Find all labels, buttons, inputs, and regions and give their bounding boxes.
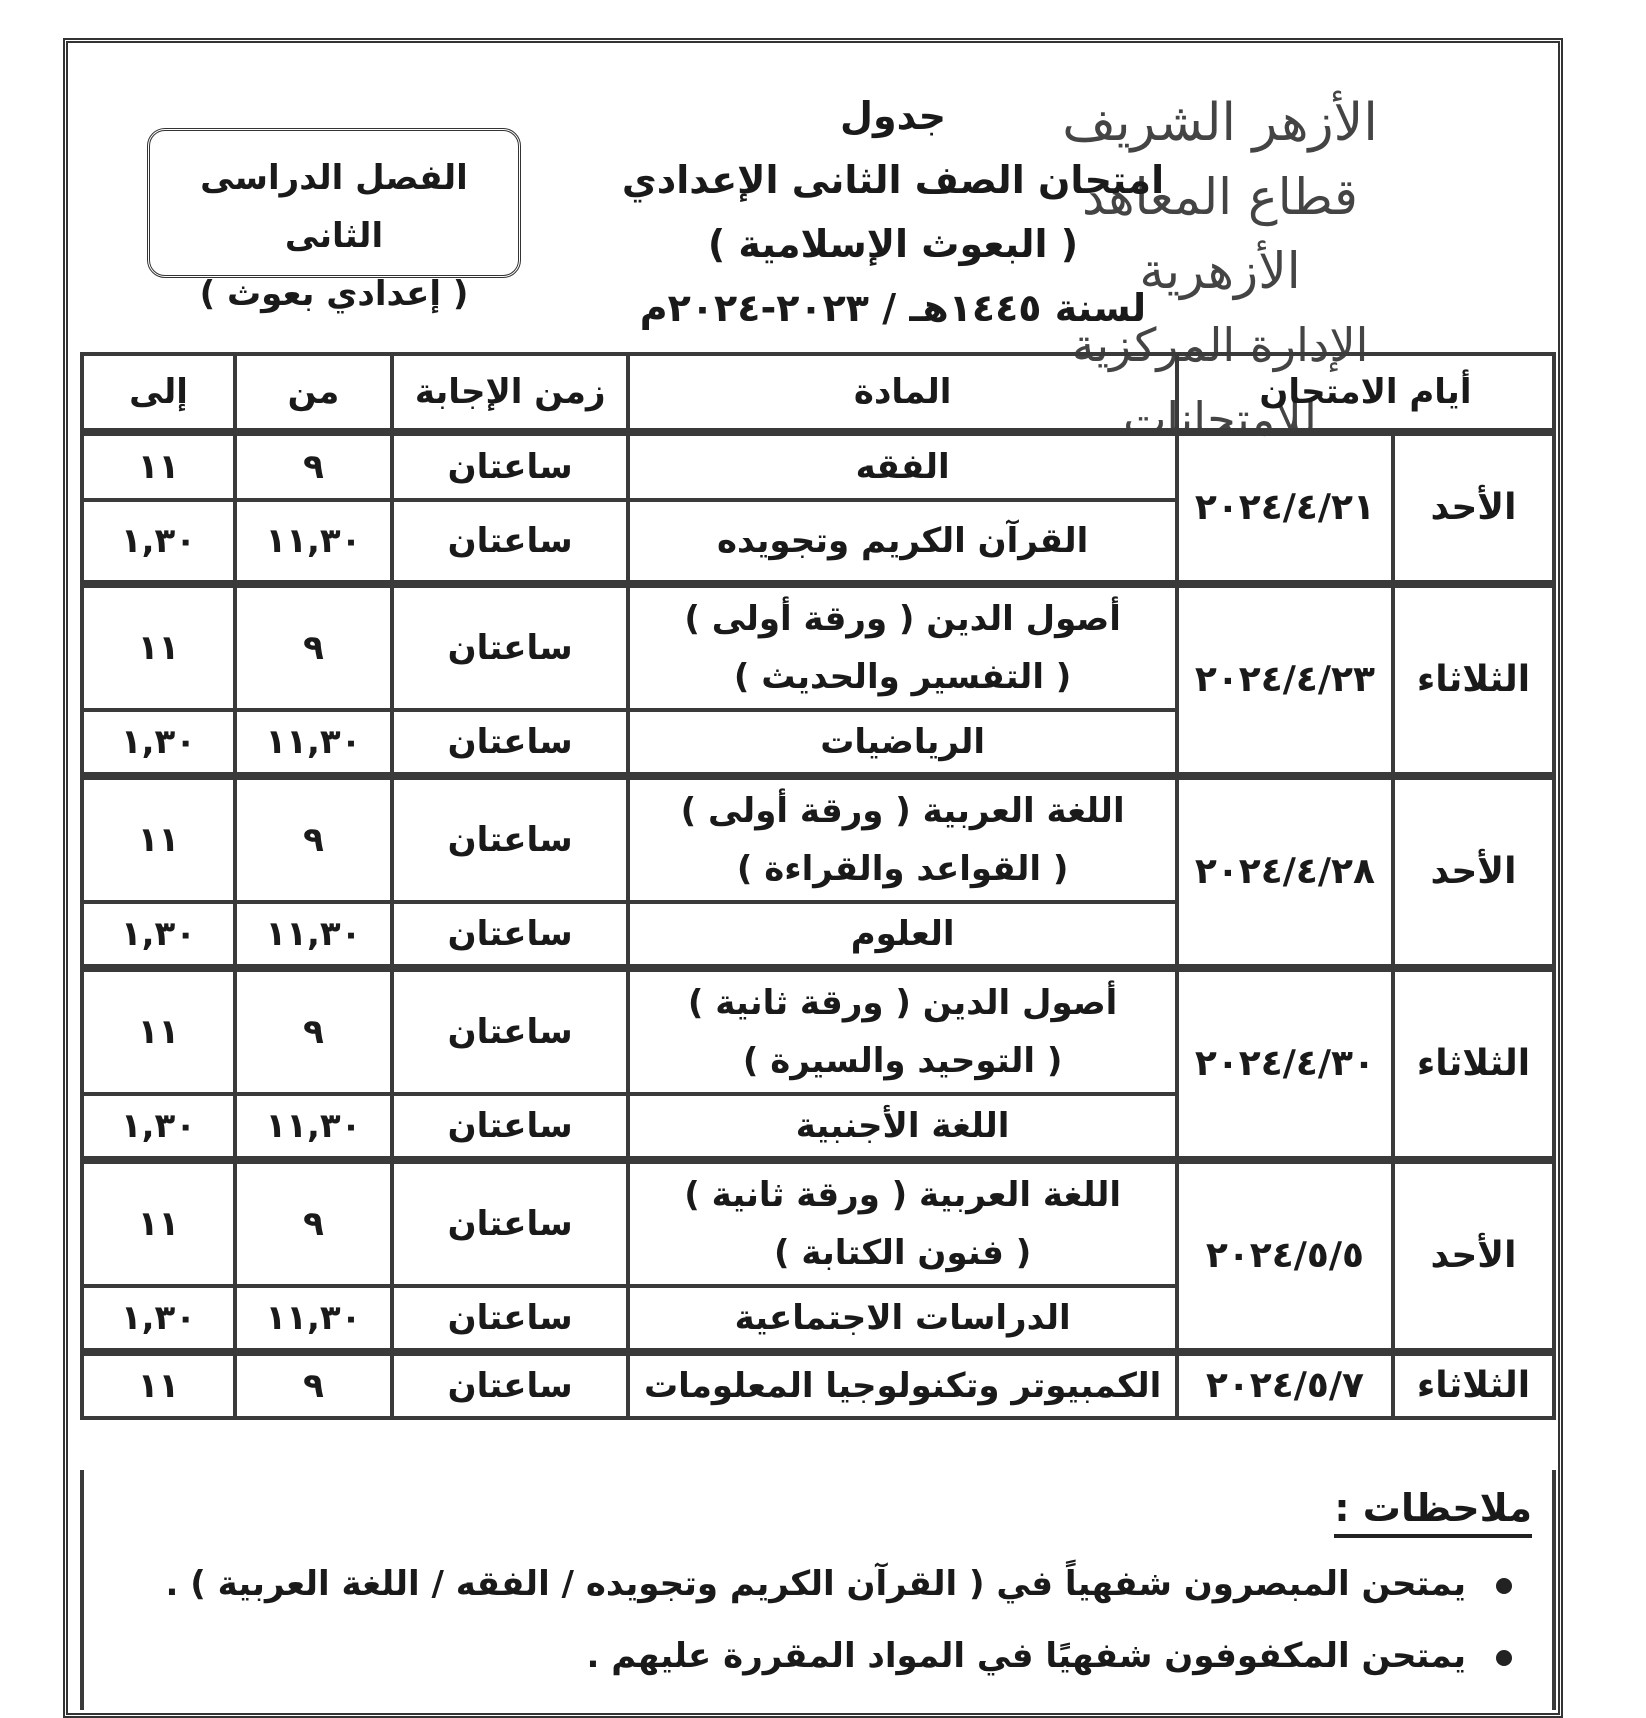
header-exam-days: أيام الامتحان — [1177, 354, 1554, 432]
logo-line: قطاع المعاهد الأزهرية — [1082, 168, 1358, 300]
table-row — [82, 432, 1554, 500]
duration-cell: ساعتان — [392, 710, 628, 776]
subject-cell — [628, 776, 1176, 902]
from-cell: ٩ — [235, 1352, 392, 1418]
bullet-icon — [1496, 1578, 1512, 1594]
duration-cell: ساعتان — [392, 1352, 628, 1418]
subject-line: ( فنون الكتابة ) — [773, 1233, 1032, 1273]
subject-line: اللغة العربية ( ورقة أولى ) — [680, 791, 1125, 831]
table-row — [82, 776, 1554, 902]
duration-cell: ساعتان — [392, 1094, 628, 1160]
subject-cell — [628, 584, 1176, 710]
subject-line: ( القواعد والقراءة ) — [736, 849, 1069, 889]
from-cell: ١١,٣٠ — [235, 500, 392, 584]
subject-cell: العلوم — [628, 902, 1176, 968]
note-text: يمتحن المبصرون شفهياً في ( القرآن الكريم وتجويده / الفقه / اللغة العربية ) . — [165, 1564, 1466, 1604]
to-cell: ١١ — [82, 776, 235, 902]
duration-cell: ساعتان — [392, 1160, 628, 1286]
from-cell: ٩ — [235, 776, 392, 902]
notes-section — [80, 1470, 1556, 1710]
subject-line: أصول الدين ( ورقة أولى ) — [684, 599, 1121, 639]
logo-line: الإدارة المركزية للامتحانات — [1071, 318, 1369, 446]
from-cell: ١١,٣٠ — [235, 1286, 392, 1352]
semester-label: الفصل الدراسى الثانى — [200, 158, 468, 256]
note-item — [166, 1558, 1512, 1610]
to-cell: ١,٣٠ — [82, 1094, 235, 1160]
to-cell: ١١ — [82, 584, 235, 710]
duration-cell: ساعتان — [392, 776, 628, 902]
from-cell: ١١,٣٠ — [235, 710, 392, 776]
track-label: ( إعدادي بعوث ) — [199, 274, 469, 314]
title-line: امتحان الصف الثانى الإعدادي — [621, 158, 1165, 202]
to-cell: ١,٣٠ — [82, 902, 235, 968]
table-row — [82, 1160, 1554, 1286]
table-row — [82, 1352, 1554, 1418]
to-cell: ١١ — [82, 1160, 235, 1286]
duration-cell: ساعتان — [392, 902, 628, 968]
date-cell: ٢٠٢٤/٤/٢١ — [1177, 432, 1393, 584]
table-row — [82, 968, 1554, 1094]
day-cell: الثلاثاء — [1393, 968, 1554, 1160]
title-line: ( البعوث الإسلامية ) — [707, 222, 1079, 266]
to-cell: ١,٣٠ — [82, 1286, 235, 1352]
header-subject: المادة — [628, 354, 1176, 432]
date-cell: ٢٠٢٤/٤/٢٣ — [1177, 584, 1393, 776]
logo-line: الأزهر الشريف — [1062, 93, 1378, 153]
duration-cell: ساعتان — [392, 500, 628, 584]
subject-cell — [628, 1160, 1176, 1286]
duration-cell: ساعتان — [392, 432, 628, 500]
day-cell: الثلاثاء — [1393, 584, 1554, 776]
exam-schedule-table — [80, 352, 1556, 1420]
bullet-icon — [1496, 1650, 1512, 1666]
from-cell: ١١,٣٠ — [235, 902, 392, 968]
subject-cell: اللغة الأجنبية — [628, 1094, 1176, 1160]
document-title — [583, 84, 1203, 344]
header-to: إلى — [82, 354, 235, 432]
duration-cell: ساعتان — [392, 584, 628, 710]
date-cell: ٢٠٢٤/٤/٣٠ — [1177, 968, 1393, 1160]
day-cell: الأحد — [1393, 1160, 1554, 1352]
table-row — [82, 584, 1554, 710]
duration-cell: ساعتان — [392, 968, 628, 1094]
subject-cell — [628, 968, 1176, 1094]
day-cell: الثلاثاء — [1393, 1352, 1554, 1418]
subject-line: اللغة العربية ( ورقة ثانية ) — [684, 1175, 1122, 1215]
note-text: يمتحن المكفوفون شفهيًا في المواد المقررة عليهم . — [586, 1636, 1466, 1676]
from-cell: ٩ — [235, 584, 392, 710]
subject-cell: الرياضيات — [628, 710, 1176, 776]
semester-box — [147, 128, 521, 314]
note-item — [586, 1630, 1512, 1682]
subject-line: أصول الدين ( ورقة ثانية ) — [687, 983, 1118, 1023]
day-cell: الأحد — [1393, 776, 1554, 968]
date-cell: ٢٠٢٤/٥/٥ — [1177, 1160, 1393, 1352]
from-cell: ٩ — [235, 1160, 392, 1286]
to-cell: ١١ — [82, 1352, 235, 1418]
from-cell: ١١,٣٠ — [235, 1094, 392, 1160]
notes-title: ملاحظات : — [1334, 1482, 1532, 1538]
title-line: جدول — [840, 94, 946, 138]
header-duration: زمن الإجابة — [392, 354, 628, 432]
header-from: من — [235, 354, 392, 432]
subject-line: ( التفسير والحديث ) — [733, 657, 1072, 697]
subject-cell: الدراسات الاجتماعية — [628, 1286, 1176, 1352]
subject-line: ( التوحيد والسيرة ) — [742, 1041, 1063, 1081]
to-cell: ١١ — [82, 432, 235, 500]
date-cell: ٢٠٢٤/٤/٢٨ — [1177, 776, 1393, 968]
from-cell: ٩ — [235, 432, 392, 500]
day-cell: الأحد — [1393, 432, 1554, 584]
to-cell: ١,٣٠ — [82, 500, 235, 584]
subject-cell: القرآن الكريم وتجويده — [628, 500, 1176, 584]
schedule-body — [82, 432, 1554, 1418]
subject-cell: الكمبيوتر وتكنولوجيا المعلومات — [628, 1352, 1176, 1418]
to-cell: ١,٣٠ — [82, 710, 235, 776]
date-cell: ٢٠٢٤/٥/٧ — [1177, 1352, 1393, 1418]
subject-cell: الفقه — [628, 432, 1176, 500]
title-line: لسنة ١٤٤٥هـ / ٢٠٢٣-٢٠٢٤م — [639, 286, 1147, 330]
duration-cell: ساعتان — [392, 1286, 628, 1352]
to-cell: ١١ — [82, 968, 235, 1094]
from-cell: ٩ — [235, 968, 392, 1094]
